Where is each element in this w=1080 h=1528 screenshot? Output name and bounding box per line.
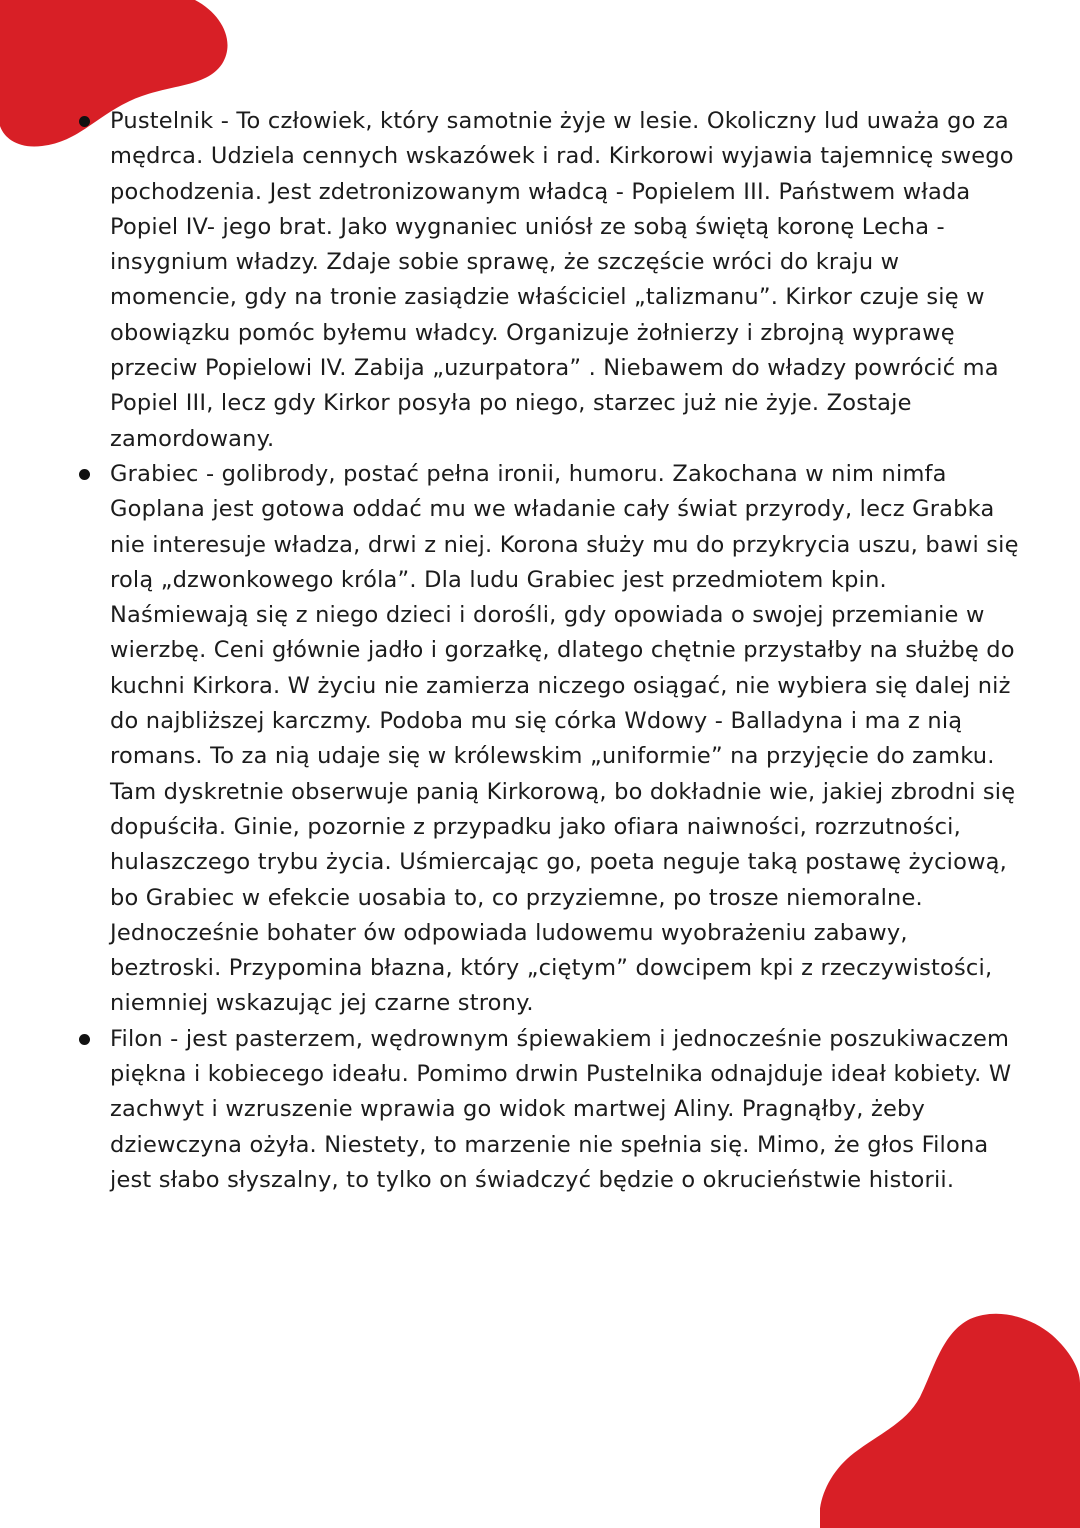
grabiec-description: Grabiec - golibrody, postać pełna ironii, humoru. Zakochana w nim nimfa Goplana jest gotowa oddać mu we władanie cały świat przyrody, lecz Grabka nie interesuje władza, drwi z niej. Korona służy mu do przykrycia uszu, bawi się rolą „dzwonkowego króla”. Dla ludu Grabiec jest przedmiotem kpin. Naśmiewają się z niego dzieci i dorośli, gdy opowiada o swojej przemianie w wierzbę. Ceni głównie jadło i gorzałkę, dlatego chętnie przystałby na służbę do kuchni Kirkora. W życiu nie zamierza niczego osiągać, nie wybiera się dalej niż do najbliższej karczmy. Podoba mu się córka Wdowy - Balladyna i ma z nią romans. To za nią udaje się w królewskim „uniformie” na przyjęcie do zamku. Tam dyskretnie obserwuje panią Kirkorową, bo dokładnie wie, jakiej zbrodni się dopuściła. Ginie, pozornie z przypadku jako ofiara naiwności, rozrzutności, hulaszczego trybu życia. Uśmiercając go, poeta neguje taką postawę życiową, bo Grabiec w efekcie uosabia to, co przyziemne, po trosze niemoralne. Jednocześnie bohater ów odpowiada ludowemu wyobrażeniu zabawy, beztroski. Przypomina błazna, który „ciętym” dowcipem kpi z rzeczywistości, niemniej wskazując jej czarne strony. <box>110 460 1019 1017</box>
pustelnik-description: Pustelnik - To człowiek, który samotnie żyje w lesie. Okoliczny lud uważa go za mędrca. Udziela cennych wskazówek i rad. Kirkorowi wyjawia tajemnicę swego pochodzenia. Jest zdetronizowanym władcą - Popielem III. Państwem włada Popiel IV- jego brat. Jako wygnaniec uniósł ze sobą świętą koronę Lecha - insygnium władzy. Zdaje sobie sprawę, że szczęście wróci do kraju w momencie, gdy na tronie zasiądzie właściciel „talizmanu”. Kirkor czuje się w obowiązku pomóc byłemu władcy. Organizuje żołnierzy i zbrojną wyprawę przeciw Popielowi IV. Zabija „uzurpatora” . Niebawem do władzy powrócić ma Popiel III, lecz gdy Kirkor posyła po niego, starzec już nie żyje. Zostaje zamordowany. <box>110 108 1014 452</box>
page-content <box>72 104 1022 1198</box>
list-item-grabiec <box>72 457 1022 1022</box>
list-item-filon <box>72 1022 1022 1198</box>
bullet-icon <box>79 116 90 127</box>
list-item-pustelnik <box>72 104 1022 457</box>
character-list <box>72 104 1022 1198</box>
bottom-right-red-blob <box>820 1313 1080 1528</box>
bullet-icon <box>79 469 90 480</box>
bullet-icon <box>79 1034 90 1045</box>
blob-shape <box>820 1314 1080 1528</box>
filon-description: Filon - jest pasterzem, wędrownym śpiewakiem i jednocześnie poszukiwaczem piękna i kobiecego ideału. Pomimo drwin Pustelnika odnajduje ideał kobiety. W zachwyt i wzruszenie wprawia go widok martwej Aliny. Pragnąłby, żeby dziewczyna ożyła. Niestety, to marzenie nie spełnia się. Mimo, że głos Filona jest słabo słyszalny, to tylko on świadczyć będzie o okrucieństwie historii. <box>110 1025 1012 1193</box>
